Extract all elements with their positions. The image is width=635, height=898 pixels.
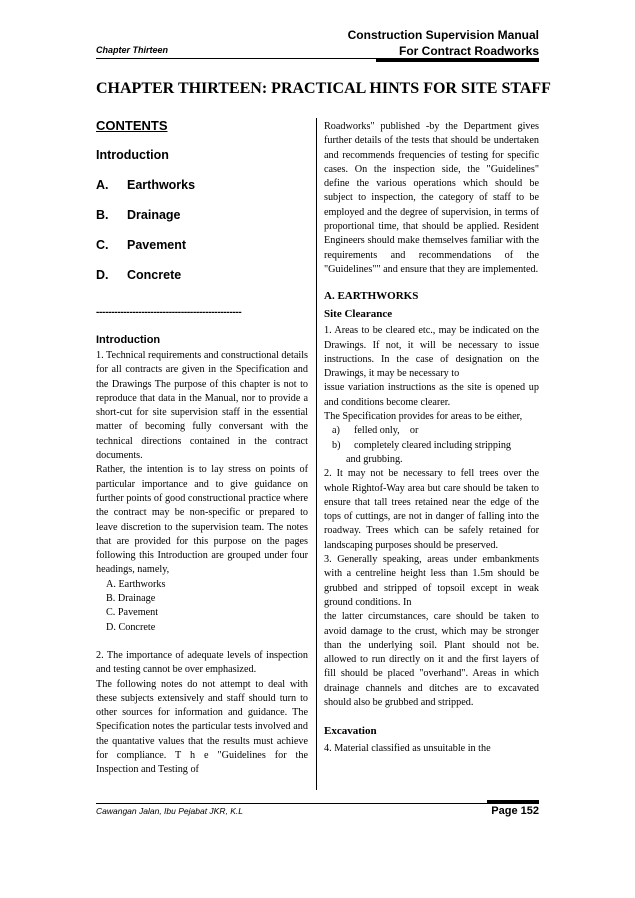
contents-item — [96, 178, 308, 196]
contents-item — [96, 208, 308, 226]
site-clearance-paragraph-3b: the latter circumstances, care should be taken to avoid damage to the crust, which may be stronger than the underlying soil. Plant should not be. allowed to run directly on it and the first layers of fill should be placed "overhand". Areas in which drainage channels and ditches are to excavated should also be grubbed and stripped. — [324, 611, 539, 708]
site-clearance-paragraph-1c: The Specification provides for areas to be either, — [324, 411, 523, 423]
chapter-label: Chapter Thirteen — [96, 45, 169, 55]
subheading-site-clearance: Site Clearance — [324, 308, 393, 321]
intro-list-item: D. Concrete — [106, 621, 156, 633]
section-heading-earthworks: A. EARTHWORKS — [324, 290, 419, 303]
subheading-excavation: Excavation — [324, 725, 377, 738]
contents-item-label: Drainage — [127, 208, 181, 222]
list-item — [332, 424, 539, 438]
intro-list-item: A. Earthworks — [106, 578, 166, 590]
contents-item-letter: D. — [96, 268, 109, 282]
contents-intro: Introduction — [96, 148, 169, 162]
manual-title-line2: For Contract Roadworks — [398, 44, 539, 58]
list-item-text: felled only, or — [354, 425, 419, 437]
contents-title: CONTENTS — [96, 118, 168, 133]
intro-paragraph-3: 2. The importance of adequate levels of inspection and testing cannot be over emphasized. — [96, 649, 308, 676]
right-column — [324, 120, 539, 757]
intro-paragraph-2: Rather, the intention is to lay stress on points of particular importance and to give guidance on further points of good constructional practice where the contract may be non-specific or prepared to leave discretion to the supervision team. The notes that are provided for this purpose on the pages following this Introduction are grouped under four headings, namely, — [96, 464, 308, 576]
list-item-text: completely cleared including stripping — [354, 439, 512, 451]
contents-separator: ------------------------------------------------ — [96, 307, 242, 318]
intro-heading: Introduction — [96, 334, 161, 346]
intro-heading-list — [106, 578, 308, 635]
contents-item — [96, 268, 308, 286]
manual-title — [348, 27, 539, 59]
list-item-letter: b) — [332, 439, 341, 451]
contents-item — [96, 238, 308, 256]
site-clearance-paragraph-3a: 3. Generally speaking, areas under embankments with a centreline height less than 1.5m should be grubbed and stripped of topsoil except in weak ground conditions. In — [324, 554, 539, 608]
site-clearance-paragraph-1a: 1. Areas to be cleared etc., may be indicated on the Drawings. If not, it will be necessary to issue instructions. In the case of designation on the Drawings, it may be necessary to — [324, 325, 539, 380]
contents-item-label: Pavement — [127, 238, 187, 252]
left-column — [96, 118, 308, 778]
guidelines-paragraph: Roadworks" published -by the Department gives further details of the tests that should be undertaken and recommends frequencies of testing for specific cases. On the inspection side, the "Guidelines" define the various operations which should be subject to inspection, the category of staff to be employed and the degree of supervision, in terms of proportional time, that should be applied. Resident Engineers should make themselves familiar with the requirements and recommendations of the "Guidelines"" and ensure that they are implemented. — [324, 121, 539, 275]
site-clearance-paragraph-1b: issue variation instructions as the site is opened up and conditions become clearer. — [324, 382, 539, 408]
list-item-letter: a) — [332, 425, 340, 437]
page-number: Page 152 — [491, 805, 539, 817]
chapter-title: CHAPTER THIRTEEN: PRACTICAL HINTS FOR SITE STAFF — [96, 80, 551, 97]
header-rule-thick — [376, 59, 539, 62]
manual-title-line1: Construction Supervision Manual — [347, 28, 539, 42]
footer-rule — [96, 803, 539, 804]
intro-paragraph-4: The following notes do not attempt to deal with these subjects extensively and staff should turn to other sources for information and guidance. The Specification notes the particular tests involved and the quantative values that the results must achieve for compliance. T h e "Guidelines for the Inspection and Testing of — [96, 678, 308, 776]
excavation-paragraph: 4. Material classified as unsuitable in the — [324, 743, 491, 755]
clearance-options-list — [332, 424, 539, 467]
site-clearance-paragraph-2: 2. It may not be necessary to fell trees over the whole Rightof-Way area but care should be taken to ensure that tall trees retained near the edge of the tops of cuttings, are not in danger of falling into the roadway. Trees which can be safely retained for landscaping purposes should be preserved. — [324, 468, 539, 551]
column-divider — [316, 118, 317, 790]
footer-publisher: Cawangan Jalan, Ibu Pejabat JKR, K.L — [96, 806, 243, 816]
intro-list-item: B. Drainage — [106, 593, 156, 605]
list-item-continuation: and grubbing. — [346, 453, 403, 465]
contents-item-letter: B. — [96, 208, 109, 222]
contents-item-label: Concrete — [127, 268, 182, 282]
contents-item-label: Earthworks — [127, 178, 196, 192]
list-item — [332, 439, 539, 453]
intro-list-item: C. Pavement — [106, 607, 159, 619]
contents-item-letter: A. — [96, 178, 109, 192]
contents-item-letter: C. — [96, 238, 109, 252]
intro-paragraph-1: 1. Technical requirements and constructional details for all contracts are given in the Specification and the Drawings The purpose of this chapter is not to reproduce that data in the Manual, nor to provide a short-cut for site supervision staff in the essential matter of becoming fully conversant with the technical directions contained in the contract documents. — [96, 350, 308, 462]
